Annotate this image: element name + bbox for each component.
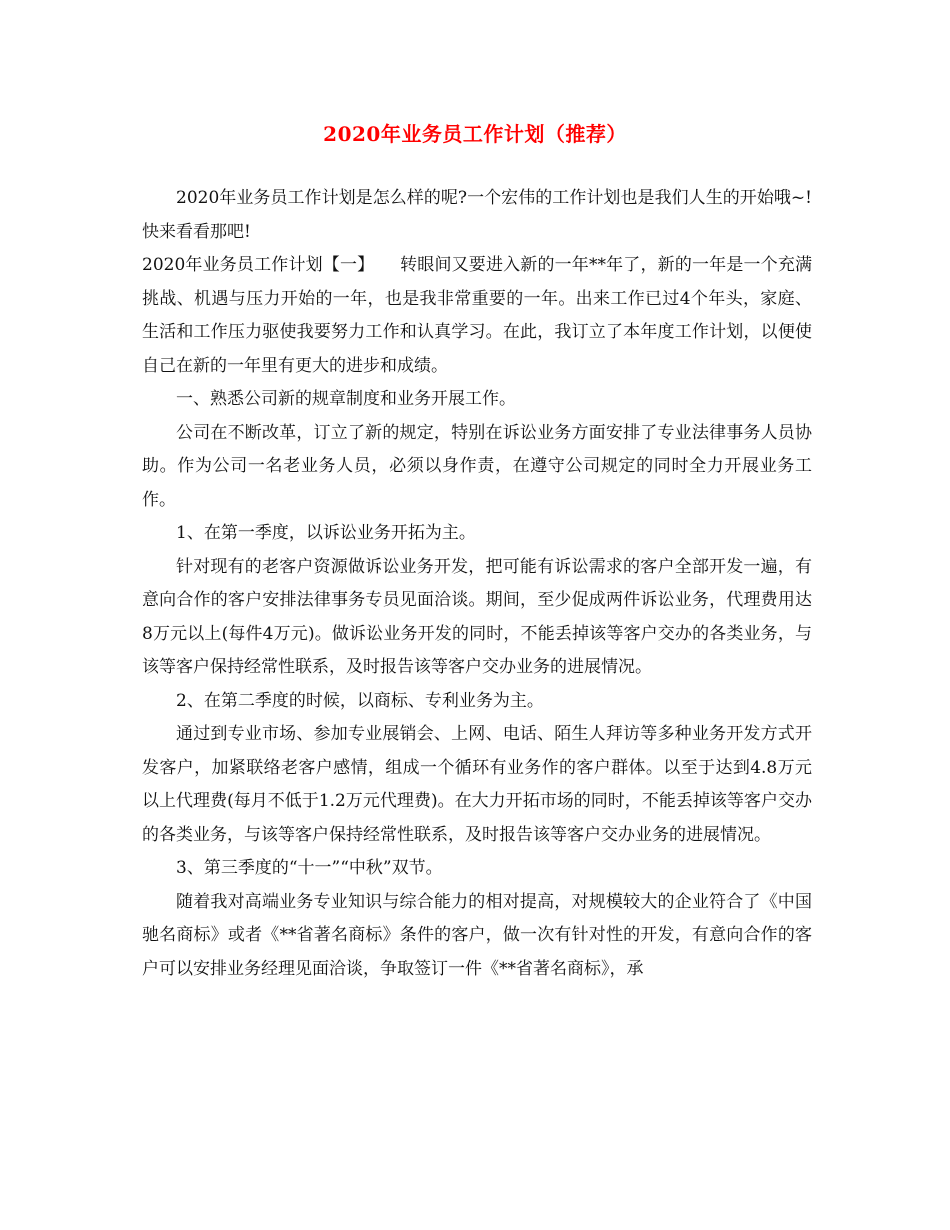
paragraph: 针对现有的老客户资源做诉讼业务开发，把可能有诉讼需求的客户全部开发一遍，有意向合作的客户安排法律事务专员见面洽谈。期间，至少促成两件诉讼业务，代理费用达8万元以上(每件4万元)。做诉讼业务开发的同时，不能丢掉该等客户交办的各类业务，与该等客户保持经常性联系，及时报告该等客户交办业务的进展情况。 (142, 556, 812, 677)
subsection-heading: 1、在第一季度，以诉讼业务开拓为主。 (176, 523, 476, 543)
paragraph: 2020年业务员工作计划是怎么样的呢?一个宏伟的工作计划也是我们人生的开始哦~!快来看看那吧! (142, 188, 812, 242)
document-title: 2020年业务员工作计划（推荐） (323, 122, 627, 146)
section-heading: 一、熟悉公司新的规章制度和业务开展工作。 (176, 389, 516, 409)
paragraph: 公司在不断改革，订立了新的规定，特别在诉讼业务方面安排了专业法律事务人员协助。作为公司一名老业务人员，必须以身作责，在遵守公司规定的同时全力开展业务工作。 (142, 422, 812, 510)
paragraph: 2020年业务员工作计划【一】 转眼间又要进入新的一年**年了，新的一年是一个充满挑战、机遇与压力开始的一年，也是我非常重要的一年。出来工作已过4个年头，家庭、生活和工作压力驱使我要努力工作和认真学习。在此，我订立了本年度工作计划，以便使自己在新的一年里有更大的进步和成绩。 (142, 255, 812, 376)
paragraph: 通过到专业市场、参加专业展销会、上网、电话、陌生人拜访等多种业务开发方式开发客户，加紧联络老客户感情，组成一个循环有业务作的客户群体。以至于达到4.8万元以上代理费(每月不低于1.2万元代理费)。在大力开拓市场的同时，不能丢掉该等客户交办的各类业务，与该等客户保持经常性联系，及时报告该等客户交办业务的进展情况。 (142, 724, 812, 845)
document-body (142, 182, 812, 986)
subsection-heading: 3、第三季度的“十一”“中秋”双节。 (176, 858, 443, 878)
subsection-heading: 2、在第二季度的时候，以商标、专利业务为主。 (176, 690, 544, 711)
paragraph: 随着我对高端业务专业知识与综合能力的相对提高，对规模较大的企业符合了《中国驰名商标》或者《**省著名商标》条件的客户，做一次有针对性的开发，有意向合作的客户可以安排业务经理见面洽谈，争取签订一件《**省著名商标》，承 (142, 891, 812, 979)
